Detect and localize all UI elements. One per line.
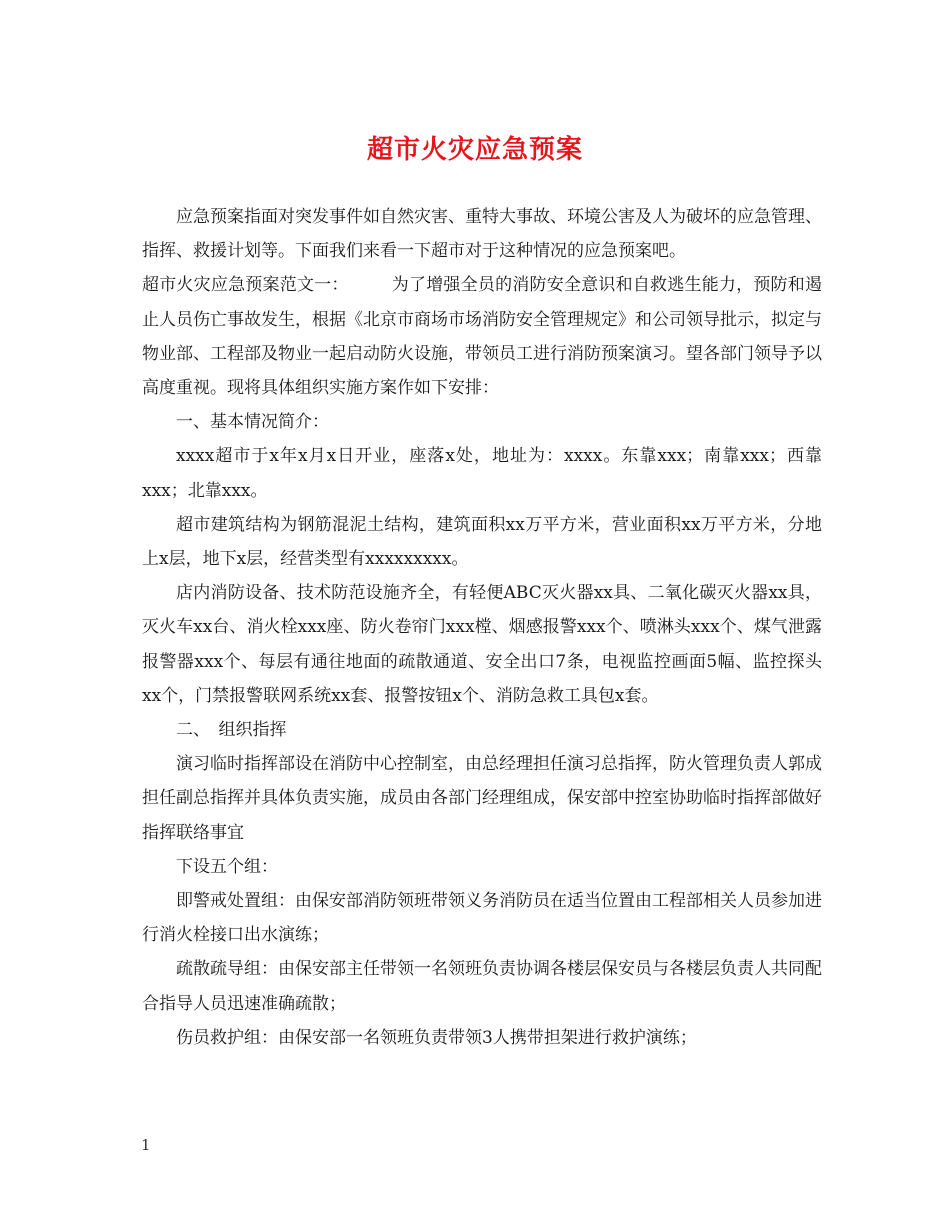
page-number: 1 [141, 1136, 151, 1154]
paragraph-rescue-group: 伤员救护组：由保安部一名领班负责带领3人携带担架进行救护演练； [176, 1027, 697, 1048]
paragraph-structure: 超市建筑结构为钢筋混泥土结构，建筑面积xx万平方米，营业面积xx万平方米，分地上x层，地下x层，经营类型有xxxxxxxxx。 [142, 514, 822, 570]
section-heading-basic-info: 一、基本情况简介： [176, 412, 329, 433]
document-body [142, 200, 822, 1055]
paragraph-sample-one: 超市火灾应急预案范文一： 为了增强全员的消防安全意识和自救逃生能力，预防和遏止人员伤亡事故发生，根据《北京市商场市场消防安全管理规定》和公司领导批示，拟定与物业部、工程部及物业一起启动防火设施，带领员工进行消防预案演习。望各部门领导予以高度重视。现将具体组织实施方案作如下安排： [142, 275, 822, 399]
paragraph-evacuation-group: 疏散疏导组：由保安部主任带领一名领班负责协调各楼层保安员与各楼层负责人共同配合指导人员迅速准确疏散； [142, 959, 822, 1014]
paragraph-five-groups: 下设五个组： [176, 856, 278, 877]
paragraph-equipment: 店内消防设备、技术防范设施齐全，有轻便ABC灭火器xx具、二氧化碳灭火器xx具，灭火车xx台、消火栓xxx座、防火卷帘门xxx樘、烟感报警xxx个、喷淋头xxx个、煤气泄露报警器xxx个、每层有通往地面的疏散通道、安全出口7条，电视监控画面5幅、监控探头xx个，门禁报警联网系统xx套、报警按钮x个、消防急救工具包x套。 [142, 583, 822, 706]
document-title: 超市火灾应急预案 [366, 135, 583, 165]
paragraph-intro: 应急预案指面对突发事件如自然灾害、重特大事故、环境公害及人为破坏的应急管理、指挥、救援计划等。下面我们来看一下超市对于这种情况的应急预案吧。 [142, 207, 822, 262]
paragraph-command-center: 演习临时指挥部设在消防中心控制室，由总经理担任演习总指挥，防火管理负责人郭成担任副总指挥并具体负责实施，成员由各部门经理组成，保安部中控室协助临时指挥部做好指挥联络事宜 [142, 754, 822, 843]
paragraph-alert-group: 即警戒处置组：由保安部消防领班带领义务消防员在适当位置由工程部相关人员参加进行消火栓接口出水演练； [142, 891, 822, 946]
section-heading-command: 二、 组织指挥 [176, 720, 287, 741]
paragraph-location: xxxx超市于x年x月x日开业，座落x处，地址为：xxxx。东靠xxx；南靠xxx；西靠xxx；北靠xxx。 [142, 446, 822, 501]
